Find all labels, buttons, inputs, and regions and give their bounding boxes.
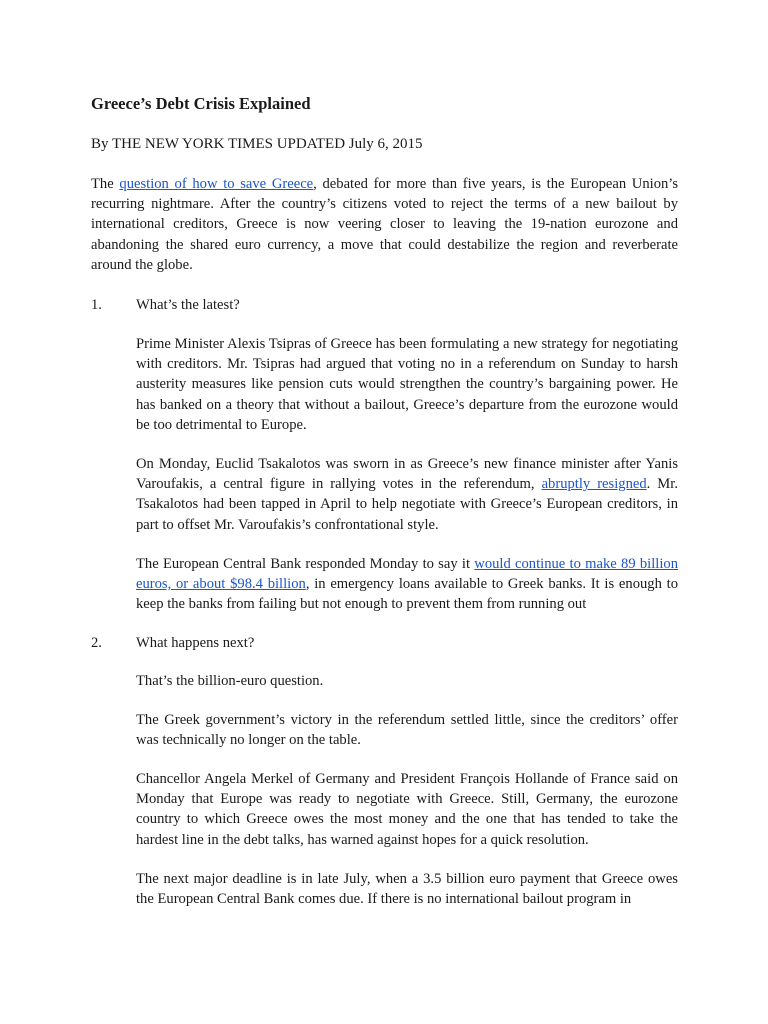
section-1-p3-text-rest: , in emergency loans available to Greek banks. It is enough to keep the banks from failing but not enough to prevent them from running out	[136, 576, 678, 613]
section-1-paragraph-2	[136, 454, 678, 535]
section-1-number: 1.	[91, 297, 102, 313]
section-1-p2-text-rest: . Mr. Tsakalotos had been tapped in April to help negotiate with Greece’s European creditors, in part to offset Mr. Varoufakis’s confrontational style.	[136, 476, 678, 533]
section-2-paragraph-3: Chancellor Angela Merkel of Germany and President François Hollande of France said on Monday that Europe was ready to negotiate with Greece. Still, Germany, the eurozone country to which Greece owes the most money and the one that has tended to take the hardest line in the debt talks, has warned against hopes for a quick resolution.	[136, 771, 678, 848]
intro-link-save-greece[interactable]: question of how to save Greece	[119, 176, 314, 192]
section-2-number: 2.	[91, 635, 102, 651]
section-1-p2-text-start: On Monday, Euclid Tsakalotos was sworn in as Greece’s new finance minister after Yanis Varoufakis, a central figure in rallying votes in the referendum,	[136, 456, 678, 493]
ecb-loans-link[interactable]: would continue to make 89 billion euros, or about $98.4 billion	[136, 556, 678, 593]
section-2-paragraph-4: The next major deadline is in late July, when a 3.5 billion euro payment that Greece owes the European Central Bank comes due. If there is no international bailout program in	[136, 871, 678, 908]
section-2-paragraph-2: The Greek government’s victory in the referendum settled little, since the creditors’ offer was technically no longer on the table.	[136, 712, 678, 749]
intro-text-rest: , debated for more than five years, is the European Union’s recurring nightmare. After the country’s citizens voted to reject the terms of a new bailout by international creditors, Greece is now veering closer to leaving the 19-nation eurozone and abandoning the shared euro currency, a move that could destabilize the region and reverberate around the globe.	[91, 176, 679, 273]
section-1-title: What’s the latest?	[136, 297, 240, 313]
section-2-title: What happens next?	[136, 635, 255, 651]
section-1-p3-text-start: The European Central Bank responded Monday to say it	[136, 556, 475, 572]
article-title: Greece’s Debt Crisis Explained	[91, 94, 311, 113]
section-1-paragraph-3	[136, 554, 678, 615]
article-byline: By THE NEW YORK TIMES UPDATED July 6, 2015	[91, 136, 423, 152]
section-2-paragraph-1: That’s the billion-euro question.	[136, 673, 324, 689]
abruptly-resigned-link[interactable]: abruptly resigned	[541, 476, 647, 493]
intro-paragraph	[91, 174, 678, 275]
intro-text-start: The	[91, 176, 120, 192]
section-1-paragraph-1: Prime Minister Alexis Tsipras of Greece has been formulating a new strategy for negotiating with creditors. Mr. Tsipras had argued that voting no in a referendum on Sunday to harsh austerity measures like pension cuts would strengthen the country’s bargaining power. He has banked on a theory that without a bailout, Greece’s departure from the eurozone would be too detrimental to Europe.	[136, 336, 678, 433]
